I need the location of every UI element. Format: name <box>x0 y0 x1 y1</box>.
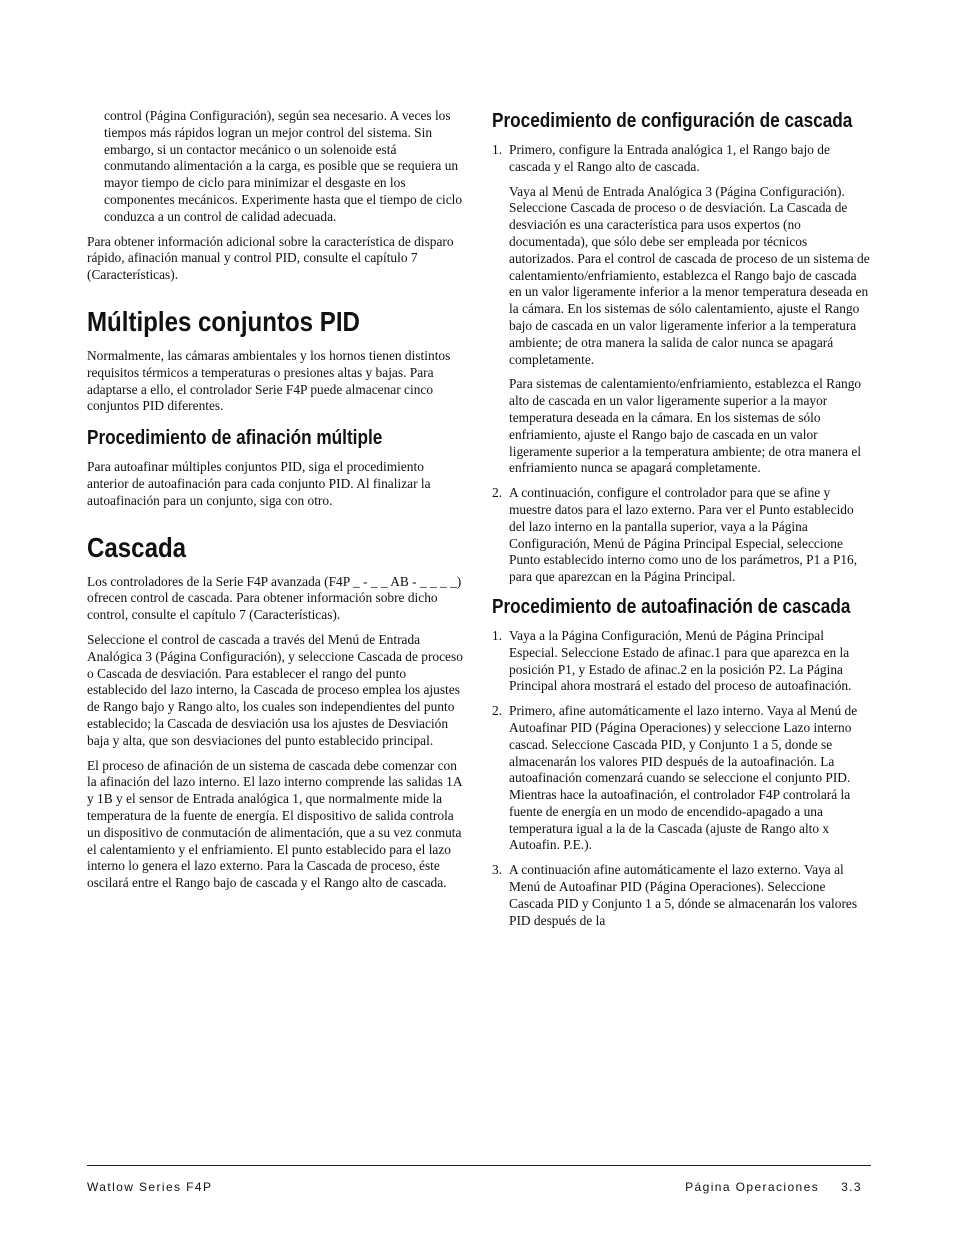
step-paragraph: Para sistemas de calentamiento/enfriamiento, establezca el Rango alto de cascada en un valor ligeramente superior a la mayor temperatura deseada en la cámara. En los sistemas de sólo enfriamiento, ajuste el Rango bajo de cascada en un valor ligeramente superior a la temperatura ambiente; de otra manera el enfriamiento nunca se apagará completamente. <box>509 376 862 476</box>
footer-section-title: Página Operaciones <box>685 1180 820 1194</box>
step-paragraph: Primero, afine automáticamente el lazo interno. Vaya al Menú de Autoafinar PID (Página Operaciones) y seleccione Lazo interno cascad. Seleccione Cascada PID, y Conjunto 1 a 5, donde se almacenarán los valores PID después de la autoafinación. La autoafinación comenzará cuando se seleccione el conjunto PID. Mientras hace la autoafinación, el controlador F4P controlará la fuente de energía en un modo de encendido-apagado a una temperatura igual a la de la Cascada (ajuste de Rango alto x Autoafin. P.E.). <box>509 703 858 853</box>
page-number: 3.3 <box>841 1180 862 1194</box>
autotune-steps-list <box>492 628 872 930</box>
heading-config-procedure: Procedimiento de configuración de cascada <box>492 110 853 132</box>
step-number: 2. <box>492 703 503 719</box>
subheading-multi-tune: Procedimiento de afinación múltiple <box>87 427 383 450</box>
step-paragraph: A continuación, configure el controlador para que se afine y muestre datos para el lazo externo. Para ver el Punto establecido del lazo interno en la pantalla superior, vaya a la Página Configuración, Menú de Página Principal Especial, seleccione Punto establecido interno como uno de los parámetros, P1 a P16, para que aparezcan en la Página Principal. <box>509 485 858 585</box>
step-paragraph: Vaya a la Página Configuración, Menú de Página Principal Especial. Seleccione Estado de afinac.1 para que aparezca en la posición P1, y Estado de afinac.2 en la posición P2. La Página Principal ahora mostrará el estado del proceso de autoafinación. <box>509 627 852 694</box>
autotune-step-3 <box>492 862 872 929</box>
step-number: 1. <box>492 142 503 157</box>
autotune-step-2 <box>492 703 872 854</box>
step-number: 3. <box>492 862 503 878</box>
config-step-1 <box>492 142 872 477</box>
step-number: 2. <box>492 485 503 501</box>
right-column <box>492 108 872 937</box>
footer-divider <box>87 1165 871 1166</box>
continued-paragraph: control (Página Configuración), según sea necesario. A veces los tiempos más rápidos logran un mejor control del sistema. Sin embargo, si un contactor mecánico o un solenoide está conmutando alimentación a la carga, es posible que se requiera un mayor tiempo de ciclo para minimizar el desgaste en los componentes mecánicos. Experimente hasta que el tiempo de ciclo conduzca a un control de calidad adecuada. <box>104 108 463 224</box>
heading-autotune-procedure: Procedimiento de autoafinación de cascada <box>492 595 851 618</box>
step-paragraph: A continuación afine automáticamente el lazo externo. Vaya al Menú de Autoafinar PID (Página Operaciones). Seleccione Cascada PID y Conjunto 1 a 5, dónde se almacenarán los valores PID después de la <box>509 862 858 928</box>
heading-multiple-pid: Múltiples conjuntos PID <box>87 305 360 337</box>
step-paragraph: Primero, configure la Entrada analógica 1, el Rango bajo de cascada y el Rango alto de cascada. <box>509 142 830 174</box>
autotune-step-1 <box>492 628 872 695</box>
config-step-2 <box>492 485 872 586</box>
left-column <box>87 108 465 900</box>
cascade-paragraph-3: El proceso de afinación de un sistema de cascada debe comenzar con la afinación del lazo interno. El lazo interno comprende las salidas 1A y 1B y el sensor de Entrada analógica 1, que normalmente mide la temperatura de la fuente de energía. El dispositivo de salida controla un dispositivo de conmutación de alimentación, que a su vez conmuta el calentamiento y el enfriamiento. El punto establecido para el lazo interno lo genera el lazo externo. Para la Cascada de proceso, éste oscilará entre el Rango bajo de cascada y el Rango alto de cascada. <box>87 757 462 891</box>
heading-cascade: Cascada <box>87 531 187 563</box>
config-steps-list <box>492 142 872 586</box>
step-paragraph: Vaya al Menú de Entrada Analógica 3 (Página Configuración). Seleccione Cascada de proceso o de desviación. La Cascada de desviación es una característica para usos expertos (no documentada), que sólo debe ser empleada por técnicos autorizados. Para el control de cascada de proceso de un sistema de calentamiento/enfriamiento, establezca el Rango bajo de cascada en un valor ligeramente inferior a la menor temperatura deseada en la cámara. En los sistemas de sólo calentamiento, ajuste el Rango bajo de cascada en un valor ligeramente inferior a la temperatura ambiente; de otra manera la salida de calor nunca se apagará completamente. <box>509 183 870 367</box>
footer-brand: Watlow Series F4P <box>87 1180 213 1194</box>
multiple-pid-paragraph: Normalmente, las cámaras ambientales y los hornos tienen distintos requisitos térmicos a temperaturas o presiones altas y bajas. Para adaptarse a ello, el controlador Serie F4P puede almacenar cinco conjuntos PID diferentes. <box>87 347 451 414</box>
footer-page-info <box>685 1180 862 1194</box>
step-number: 1. <box>492 627 503 643</box>
cascade-paragraph-2: Seleccione el control de cascada a través del Menú de Entrada Analógica 3 (Página Configuración), y seleccione Cascada de proceso o Cascada de desviación. Para establecer el rango del punto establecido del lazo interno, la Cascada de proceso emplea los ajustes de Rango bajo y Rango alto, los cuales son independientes del punto establecido; la Cascada de desviación usa los ajustes de Desviación baja y alta, que son desviaciones del punto establecido principal. <box>87 631 463 748</box>
multi-tune-paragraph: Para autoafinar múltiples conjuntos PID, siga el procedimiento anterior de autoafinación para cada conjunto PID. Al finalizar la autoafinación para un conjunto, siga con otro. <box>87 459 431 508</box>
info-paragraph: Para obtener información adicional sobre la característica de disparo rápido, afinación manual y control PID, consulte el capítulo 7 (Características). <box>87 233 454 283</box>
cascade-paragraph-1: Los controladores de la Serie F4P avanzada (F4P _ - _ _ AB - _ _ _ _) ofrecen control de cascada. Para obtener información sobre dicho control, consulte el capítulo 7 (Características). <box>87 573 462 623</box>
